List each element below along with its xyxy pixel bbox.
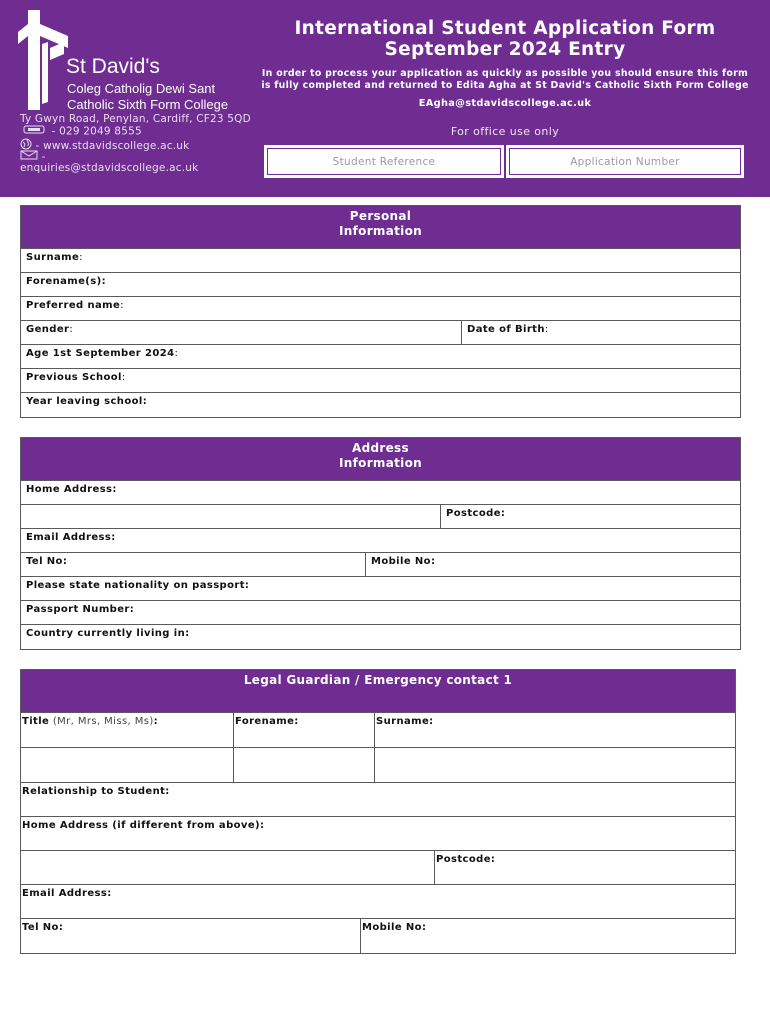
gender-label: Gender [26,324,70,335]
guardian-email-label: Email Address: [22,888,112,899]
passport-row[interactable] [21,601,740,625]
email-row[interactable] [21,529,740,553]
guardian-title-label: Title [22,716,50,727]
guardian-postcode-field[interactable]: Postcode: [436,854,496,865]
telephone-icon [20,125,48,138]
guardian-address-label: Home Address (if different from above): [22,820,265,831]
passport-label: Passport Number: [26,604,135,615]
guardian-address-row[interactable] [21,817,735,851]
personal-information-section [20,205,741,418]
email-dash: - [41,151,46,163]
age-row[interactable]: Age 1st September 2024: [21,345,740,369]
home-address-row[interactable] [21,481,740,505]
phone-number: - 029 2049 8555 [51,125,142,138]
country-row[interactable] [21,625,740,649]
forenames-row[interactable] [21,273,740,297]
guardian-relationship-label: Relationship to Student: [22,786,170,797]
tel-mobile-row [21,553,740,577]
college-welsh-name: Coleg Catholig Dewi Sant [67,81,216,96]
guardian-title-hint: (Mr, Mrs, Miss, Ms) [49,716,154,727]
guardian-address-line-2[interactable] [21,851,435,884]
surname-label: Surname [26,252,80,263]
header-banner [0,0,770,197]
college-email[interactable]: enquiries@stdavidscollege.ac.uk [20,162,199,174]
college-english-name: Catholic Sixth Form College [67,97,229,112]
guardian-surname-value[interactable] [375,748,735,782]
form-subtitle: September 2024 Entry [384,39,626,60]
tel-label: Tel No: [26,556,68,567]
guardian-email-row[interactable] [21,885,735,919]
student-reference-placeholder: Student Reference [332,155,436,168]
date-of-birth-field[interactable]: Date of Birth: [467,324,549,335]
office-use-label: For office use only [450,125,560,138]
phone-line [20,125,142,139]
date-of-birth-label: Date of Birth [467,324,545,335]
address-information-section [20,437,741,650]
nationality-row[interactable] [21,577,740,601]
guardian-heading: Legal Guardian / Emergency contact 1 [21,670,735,713]
application-number-placeholder: Application Number [570,155,680,168]
address-information-heading: Address Information [21,438,740,481]
guardian-name-values-row [21,748,735,783]
guardian-tel-field[interactable]: Tel No: [21,919,361,953]
application-number-field[interactable] [506,145,744,178]
guardian-forename-value[interactable] [234,748,375,782]
college-address: Ty Gwyn Road, Penylan, Cardiff, CF23 5QD [20,113,251,125]
gender-field[interactable]: Gender: [21,321,462,344]
guardian-name-row [21,713,735,748]
form-title: International Student Application Form [294,18,716,39]
forenames-label: Forename(s): [26,276,106,287]
personal-information-heading: Personal Information [21,206,740,249]
year-leaving-label: Year leaving school: [26,396,148,407]
gender-dob-row [21,321,740,345]
surname-row[interactable]: Surname: [21,249,740,273]
postcode-field[interactable]: Postcode: [446,508,506,519]
guardian-address-postcode-row [21,851,735,885]
country-label: Country currently living in: [26,628,190,639]
guardian-title-value[interactable] [21,748,234,782]
preferred-name-label: Preferred name [26,300,121,311]
website-url[interactable]: - www.stdavidscollege.ac.uk [35,140,190,152]
tel-field[interactable] [21,553,366,576]
intro-line-2: is fully completed and returned to Edita Agha at St David's Catholic Sixth Form College [261,80,749,91]
home-address-label: Home Address: [26,484,117,495]
guardian-section [20,669,736,954]
intro-text [250,68,760,92]
previous-school-row[interactable]: Previous School: [21,369,740,393]
guardian-mobile-field[interactable]: Mobile No: [362,922,427,933]
age-label: Age 1st September 2024 [26,348,175,359]
intro-line-1: In order to process your application as quickly as possible you should ensure this form [261,68,749,79]
email-label: Email Address: [26,532,116,543]
guardian-surname-field[interactable]: Surname: [376,716,434,727]
guardian-tel-mobile-row [21,919,735,953]
contact-email[interactable]: EAgha@stdavidscollege.ac.uk [418,98,592,109]
student-reference-field[interactable] [264,145,504,178]
college-name: St David's [66,55,160,78]
home-address-line-2[interactable] [21,505,441,528]
nationality-label: Please state nationality on passport: [26,580,250,591]
guardian-relationship-row[interactable] [21,783,735,817]
address-postcode-row [21,505,740,529]
guardian-title-field[interactable]: Title (Mr, Mrs, Miss, Ms): [21,713,234,747]
guardian-forename-field[interactable]: Forename: [234,713,375,747]
mobile-field[interactable]: Mobile No: [371,556,436,567]
previous-school-label: Previous School [26,372,122,383]
preferred-name-row[interactable]: Preferred name: [21,297,740,321]
year-leaving-row[interactable] [21,393,740,417]
